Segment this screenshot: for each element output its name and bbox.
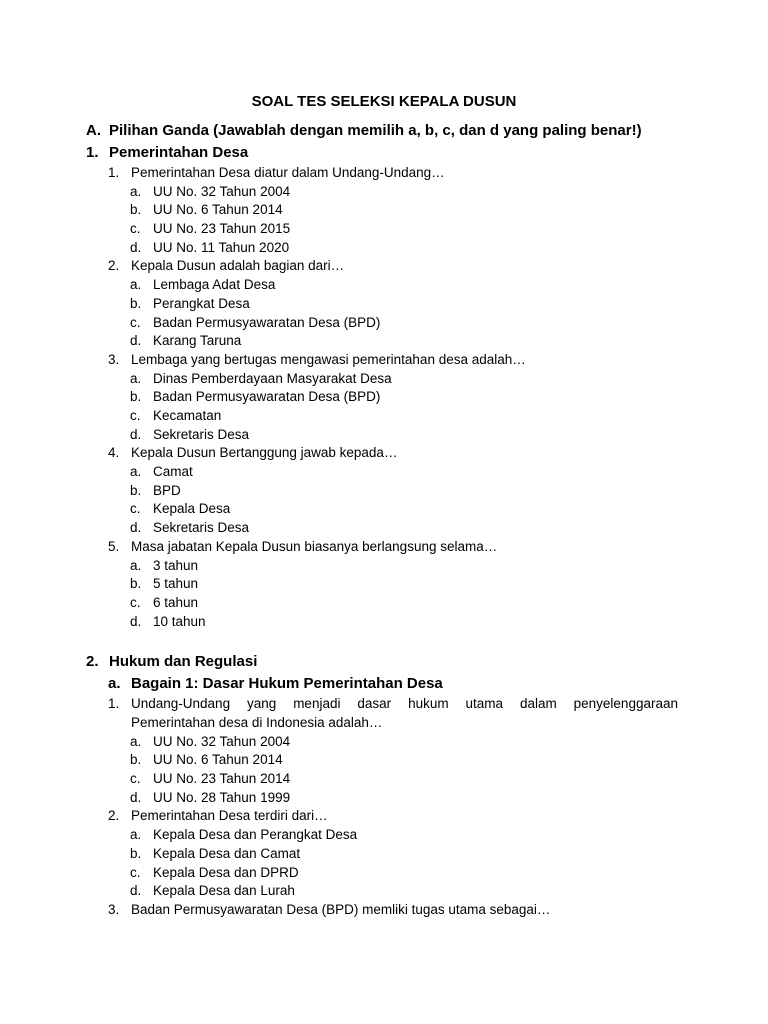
option-text: Kecamatan bbox=[153, 407, 222, 423]
option bbox=[86, 770, 678, 789]
question bbox=[86, 695, 678, 732]
option-text: UU No. 32 Tahun 2004 bbox=[153, 733, 291, 749]
option-text: 10 tahun bbox=[153, 613, 206, 629]
option-letter: d. bbox=[130, 613, 142, 629]
question-number: 2. bbox=[108, 258, 120, 274]
option-letter: a. bbox=[130, 733, 142, 749]
option-text: Karang Taruna bbox=[153, 333, 242, 349]
option bbox=[86, 557, 678, 576]
question bbox=[86, 164, 678, 183]
option-letter: d. bbox=[130, 426, 142, 442]
question-text: Pemerintahan Desa terdiri dari… bbox=[131, 808, 328, 824]
option-letter: b. bbox=[130, 845, 142, 861]
option bbox=[86, 183, 678, 202]
question bbox=[86, 351, 678, 370]
option bbox=[86, 276, 678, 295]
topic-1-questions bbox=[86, 164, 678, 631]
option bbox=[86, 789, 678, 808]
option-letter: c. bbox=[130, 771, 141, 787]
option bbox=[86, 314, 678, 333]
option-letter: d. bbox=[130, 883, 142, 899]
option bbox=[86, 751, 678, 770]
option-letter: b. bbox=[130, 202, 142, 218]
option-text: 3 tahun bbox=[153, 557, 199, 573]
option-letter: c. bbox=[130, 314, 141, 330]
option-letter: a. bbox=[130, 370, 142, 386]
option-text: Perangkat Desa bbox=[153, 295, 250, 311]
topic-text: Hukum dan Regulasi bbox=[109, 653, 258, 671]
option bbox=[86, 426, 678, 445]
option-list bbox=[86, 370, 678, 445]
option bbox=[86, 882, 678, 901]
option-text: Kepala Desa dan Lurah bbox=[153, 883, 295, 899]
option bbox=[86, 613, 678, 632]
option bbox=[86, 733, 678, 752]
question-number: 3. bbox=[108, 901, 120, 917]
topic-text: Pemerintahan Desa bbox=[109, 144, 249, 161]
option-text: UU No. 28 Tahun 1999 bbox=[153, 789, 291, 805]
option-text: Sekretaris Desa bbox=[153, 520, 250, 536]
question-text-line: Undang-Undang yang menjadi dasar hukum utama dalam penyelenggaraan bbox=[131, 696, 678, 712]
option-text: Dinas Pemberdayaan Masyarakat Desa bbox=[153, 370, 392, 386]
question-number: 2. bbox=[108, 808, 120, 824]
question bbox=[86, 257, 678, 276]
option-letter: a. bbox=[130, 557, 142, 573]
option bbox=[86, 239, 678, 258]
option bbox=[86, 201, 678, 220]
option-letter: a. bbox=[130, 183, 142, 199]
question-text: Pemerintahan Desa diatur dalam Undang-Undang… bbox=[131, 165, 445, 180]
option-list bbox=[86, 733, 678, 808]
question-text: Masa jabatan Kepala Dusun biasanya berlangsung selama… bbox=[131, 538, 498, 554]
option-text: Badan Permusyawaratan Desa (BPD) bbox=[153, 314, 381, 330]
topic-label: 1. bbox=[86, 144, 99, 161]
option bbox=[86, 482, 678, 501]
question-text: Lembaga yang bertugas mengawasi pemerintahan desa adalah… bbox=[131, 351, 526, 367]
option-letter: b. bbox=[130, 482, 142, 498]
option-text: UU No. 23 Tahun 2014 bbox=[153, 771, 291, 787]
question-text: Kepala Dusun Bertanggung jawab kepada… bbox=[131, 445, 398, 461]
option-letter: d. bbox=[130, 239, 142, 255]
option-letter: a. bbox=[130, 827, 142, 843]
option-letter: d. bbox=[130, 520, 142, 536]
document-title: SOAL TES SELEKSI KEPALA DUSUN bbox=[251, 93, 517, 110]
option-text: Kepala Desa bbox=[153, 501, 231, 517]
option-text: Kepala Desa dan DPRD bbox=[153, 864, 299, 880]
option-text: UU No. 32 Tahun 2004 bbox=[153, 183, 291, 199]
option-letter: b. bbox=[130, 752, 142, 768]
option-text: Lembaga Adat Desa bbox=[153, 277, 276, 293]
option-text: UU No. 6 Tahun 2014 bbox=[153, 752, 283, 768]
option bbox=[86, 864, 678, 883]
question-number: 1. bbox=[108, 696, 120, 712]
option-letter: b. bbox=[130, 576, 142, 592]
option-letter: b. bbox=[130, 389, 142, 405]
option-list bbox=[86, 463, 678, 538]
question bbox=[86, 538, 678, 557]
section-text: Pilihan Ganda (Jawablah dengan memilih a, b, c, dan d yang paling benar!) bbox=[109, 122, 642, 139]
option-list bbox=[86, 183, 678, 258]
question bbox=[86, 901, 678, 920]
option bbox=[86, 463, 678, 482]
option-letter: b. bbox=[130, 295, 142, 311]
section-a-heading bbox=[86, 120, 678, 142]
topic-2-heading bbox=[86, 651, 678, 673]
option-letter: c. bbox=[130, 594, 141, 610]
option-text: Sekretaris Desa bbox=[153, 426, 250, 442]
option-text: UU No. 23 Tahun 2015 bbox=[153, 221, 291, 237]
section-label: A. bbox=[86, 122, 101, 139]
question-text-line: Pemerintahan desa di Indonesia adalah… bbox=[131, 714, 383, 730]
option-list bbox=[86, 826, 678, 901]
subsection-text: Bagain 1: Dasar Hukum Pemerintahan Desa bbox=[131, 675, 443, 693]
option-letter: a. bbox=[130, 277, 142, 293]
question-text: Badan Permusyawaratan Desa (BPD) memliki tugas utama sebagai… bbox=[131, 901, 551, 917]
option bbox=[86, 519, 678, 538]
option bbox=[86, 845, 678, 864]
question bbox=[86, 444, 678, 463]
option-letter: d. bbox=[130, 789, 142, 805]
option-text: Camat bbox=[153, 464, 193, 480]
question-text bbox=[131, 695, 678, 732]
option bbox=[86, 332, 678, 351]
topic-1-heading bbox=[86, 142, 678, 164]
option-letter: c. bbox=[130, 501, 141, 517]
question-number: 1. bbox=[108, 165, 120, 180]
option-letter: a. bbox=[130, 464, 142, 480]
topic-label: 2. bbox=[86, 653, 99, 671]
option-text: Badan Permusyawaratan Desa (BPD) bbox=[153, 389, 381, 405]
option-letter: c. bbox=[130, 407, 141, 423]
question-number: 4. bbox=[108, 445, 120, 461]
document-content bbox=[86, 120, 678, 920]
option-text: 5 tahun bbox=[153, 576, 199, 592]
option bbox=[86, 220, 678, 239]
option bbox=[86, 500, 678, 519]
option bbox=[86, 370, 678, 389]
question-text: Kepala Dusun adalah bagian dari… bbox=[131, 258, 345, 274]
question-number: 3. bbox=[108, 351, 120, 367]
option bbox=[86, 594, 678, 613]
option-text: Kepala Desa dan Camat bbox=[153, 845, 301, 861]
option-text: Kepala Desa dan Perangkat Desa bbox=[153, 827, 358, 843]
option-letter: c. bbox=[130, 864, 141, 880]
option-list bbox=[86, 276, 678, 351]
option-letter: c. bbox=[130, 221, 141, 237]
option-text: UU No. 6 Tahun 2014 bbox=[153, 202, 283, 218]
option bbox=[86, 826, 678, 845]
spacer bbox=[86, 631, 678, 651]
question bbox=[86, 807, 678, 826]
option-text: UU No. 11 Tahun 2020 bbox=[153, 239, 290, 255]
option bbox=[86, 295, 678, 314]
subsection-heading bbox=[86, 673, 678, 695]
option bbox=[86, 388, 678, 407]
subsection-label: a. bbox=[108, 675, 121, 693]
option-list bbox=[86, 557, 678, 632]
option-text: 6 tahun bbox=[153, 594, 199, 610]
question-number: 5. bbox=[108, 538, 120, 554]
option-text: BPD bbox=[153, 482, 181, 498]
option-letter: d. bbox=[130, 333, 142, 349]
option bbox=[86, 575, 678, 594]
option bbox=[86, 407, 678, 426]
